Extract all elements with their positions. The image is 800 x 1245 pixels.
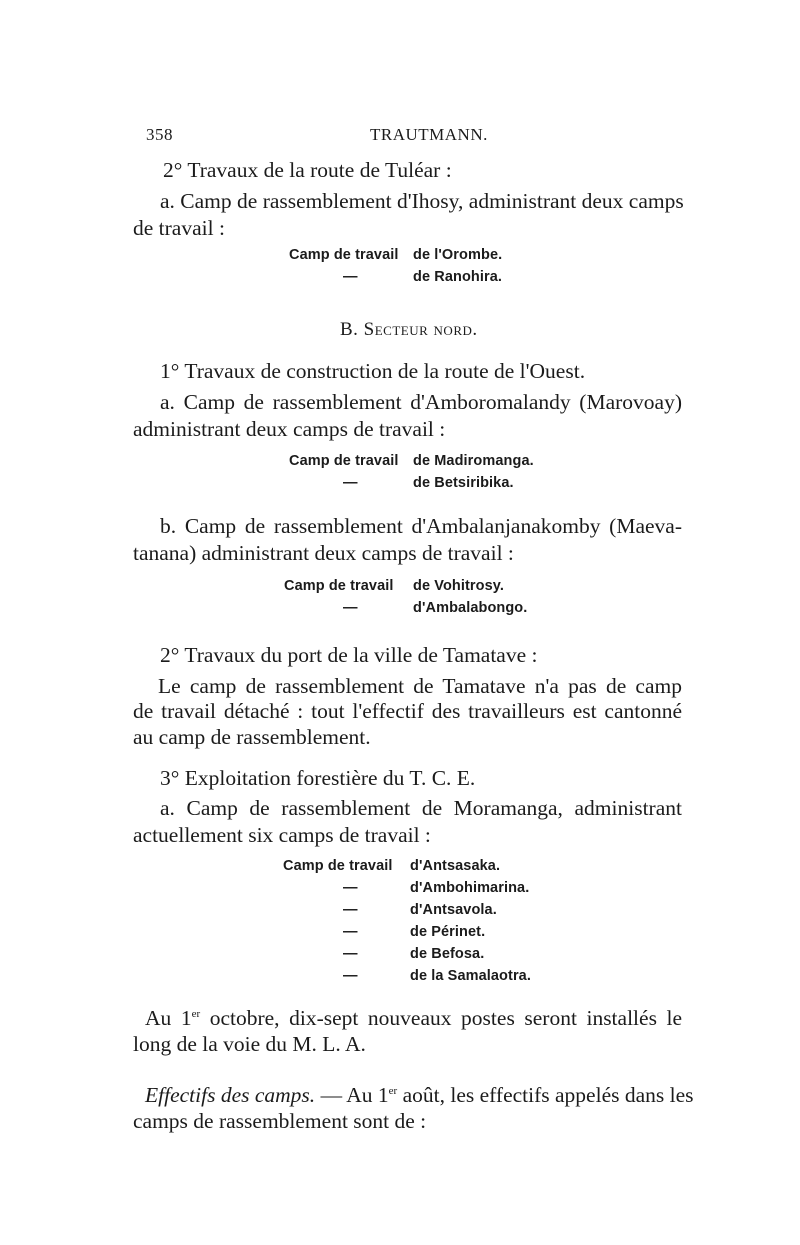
camp-list-name: d'Ambohimarina. — [410, 880, 530, 896]
heading-tamatave: 2° Travaux du port de la ville de Tamatave : — [160, 643, 538, 667]
camp-list-dash: — — [343, 475, 358, 491]
camp-list-name: de Madiromanga. — [413, 453, 534, 469]
camp-list-name: de Ranohira. — [413, 269, 503, 285]
camp-list-name: d'Antsavola. — [410, 902, 497, 918]
tamatave-line2: de travail détaché : tout l'effectif des travailleurs est cantonné — [133, 699, 682, 723]
camp-list-prefix: Camp de travail — [289, 453, 399, 469]
camp-list-name: de Befosa. — [410, 946, 485, 962]
tamatave-line3: au camp de rassemblement. — [133, 725, 371, 749]
effectifs-line1-start: — Au 1 — [315, 1083, 389, 1107]
ouest-a-line1: a. Camp de rassemblement d'Amboromalandy (Marovoay) — [160, 390, 682, 414]
camp-list-name: de l'Orombe. — [413, 247, 503, 263]
effectifs-line1-end: août, les effectifs appelés dans les — [397, 1083, 694, 1107]
heading-ouest: 1° Travaux de construction de la route de l'Ouest. — [160, 359, 586, 383]
camp-list-dash: — — [343, 902, 358, 918]
effectifs-line1-sup: er — [388, 1084, 398, 1097]
ouest-b-line1: b. Camp de rassemblement d'Ambalanjanakomby (Maeva- — [160, 514, 682, 538]
camp-list-prefix: Camp de travail — [289, 247, 399, 263]
camp-list-prefix: Camp de travail — [283, 858, 393, 874]
camp-list-dash: — — [343, 924, 358, 940]
camp-list-dash: — — [343, 600, 358, 616]
camp-list-dash: — — [343, 880, 358, 896]
camp-list-dash: — — [343, 968, 358, 984]
ouest-a-line2: administrant deux camps de travail : — [133, 417, 446, 441]
section-b-heading: B. Secteur nord. — [340, 319, 478, 340]
camp-list-dash: — — [343, 269, 358, 285]
camp-list-name: de Périnet. — [410, 924, 486, 940]
octobre-line1-end: octobre, dix-sept nouveaux postes seront installés le — [200, 1006, 683, 1030]
tamatave-line1: Le camp de rassemblement de Tamatave n'a pas de camp — [158, 674, 682, 698]
octobre-line1-sup: er — [191, 1007, 201, 1020]
foret-a-line1: a. Camp de rassemblement de Moramanga, administrant — [160, 796, 682, 820]
effectifs-italic-label: Effectifs des camps. — [145, 1083, 316, 1107]
camp-list-name: de Betsiribika. — [413, 475, 514, 491]
page-number: 358 — [146, 125, 173, 144]
effectifs-line1 — [145, 1082, 694, 1108]
camp-list-dash: — — [343, 946, 358, 962]
ouest-b-line2: tanana) administrant deux camps de travail : — [133, 541, 514, 565]
camp-list-name: de la Samalaotra. — [410, 968, 531, 984]
tulear-a-line2: de travail : — [133, 216, 225, 240]
camp-list-name: d'Antsasaka. — [410, 858, 501, 874]
heading-foret: 3° Exploitation forestière du T. C. E. — [160, 766, 476, 790]
octobre-line1 — [145, 1005, 682, 1031]
foret-a-line2: actuellement six camps de travail : — [133, 823, 431, 847]
octobre-line2: long de la voie du M. L. A. — [133, 1032, 366, 1056]
camp-list-name: de Vohitrosy. — [413, 578, 504, 594]
camp-list-prefix: Camp de travail — [284, 578, 394, 594]
tulear-a-line1: a. Camp de rassemblement d'Ihosy, administrant deux camps — [160, 189, 684, 213]
camp-list-name: d'Ambalabongo. — [413, 600, 528, 616]
effectifs-line2: camps de rassemblement sont de : — [133, 1109, 427, 1133]
heading-tulear: 2° Travaux de la route de Tuléar : — [163, 158, 452, 182]
octobre-line1-start: Au 1 — [145, 1006, 192, 1030]
running-title: TRAUTMANN. — [370, 125, 488, 144]
